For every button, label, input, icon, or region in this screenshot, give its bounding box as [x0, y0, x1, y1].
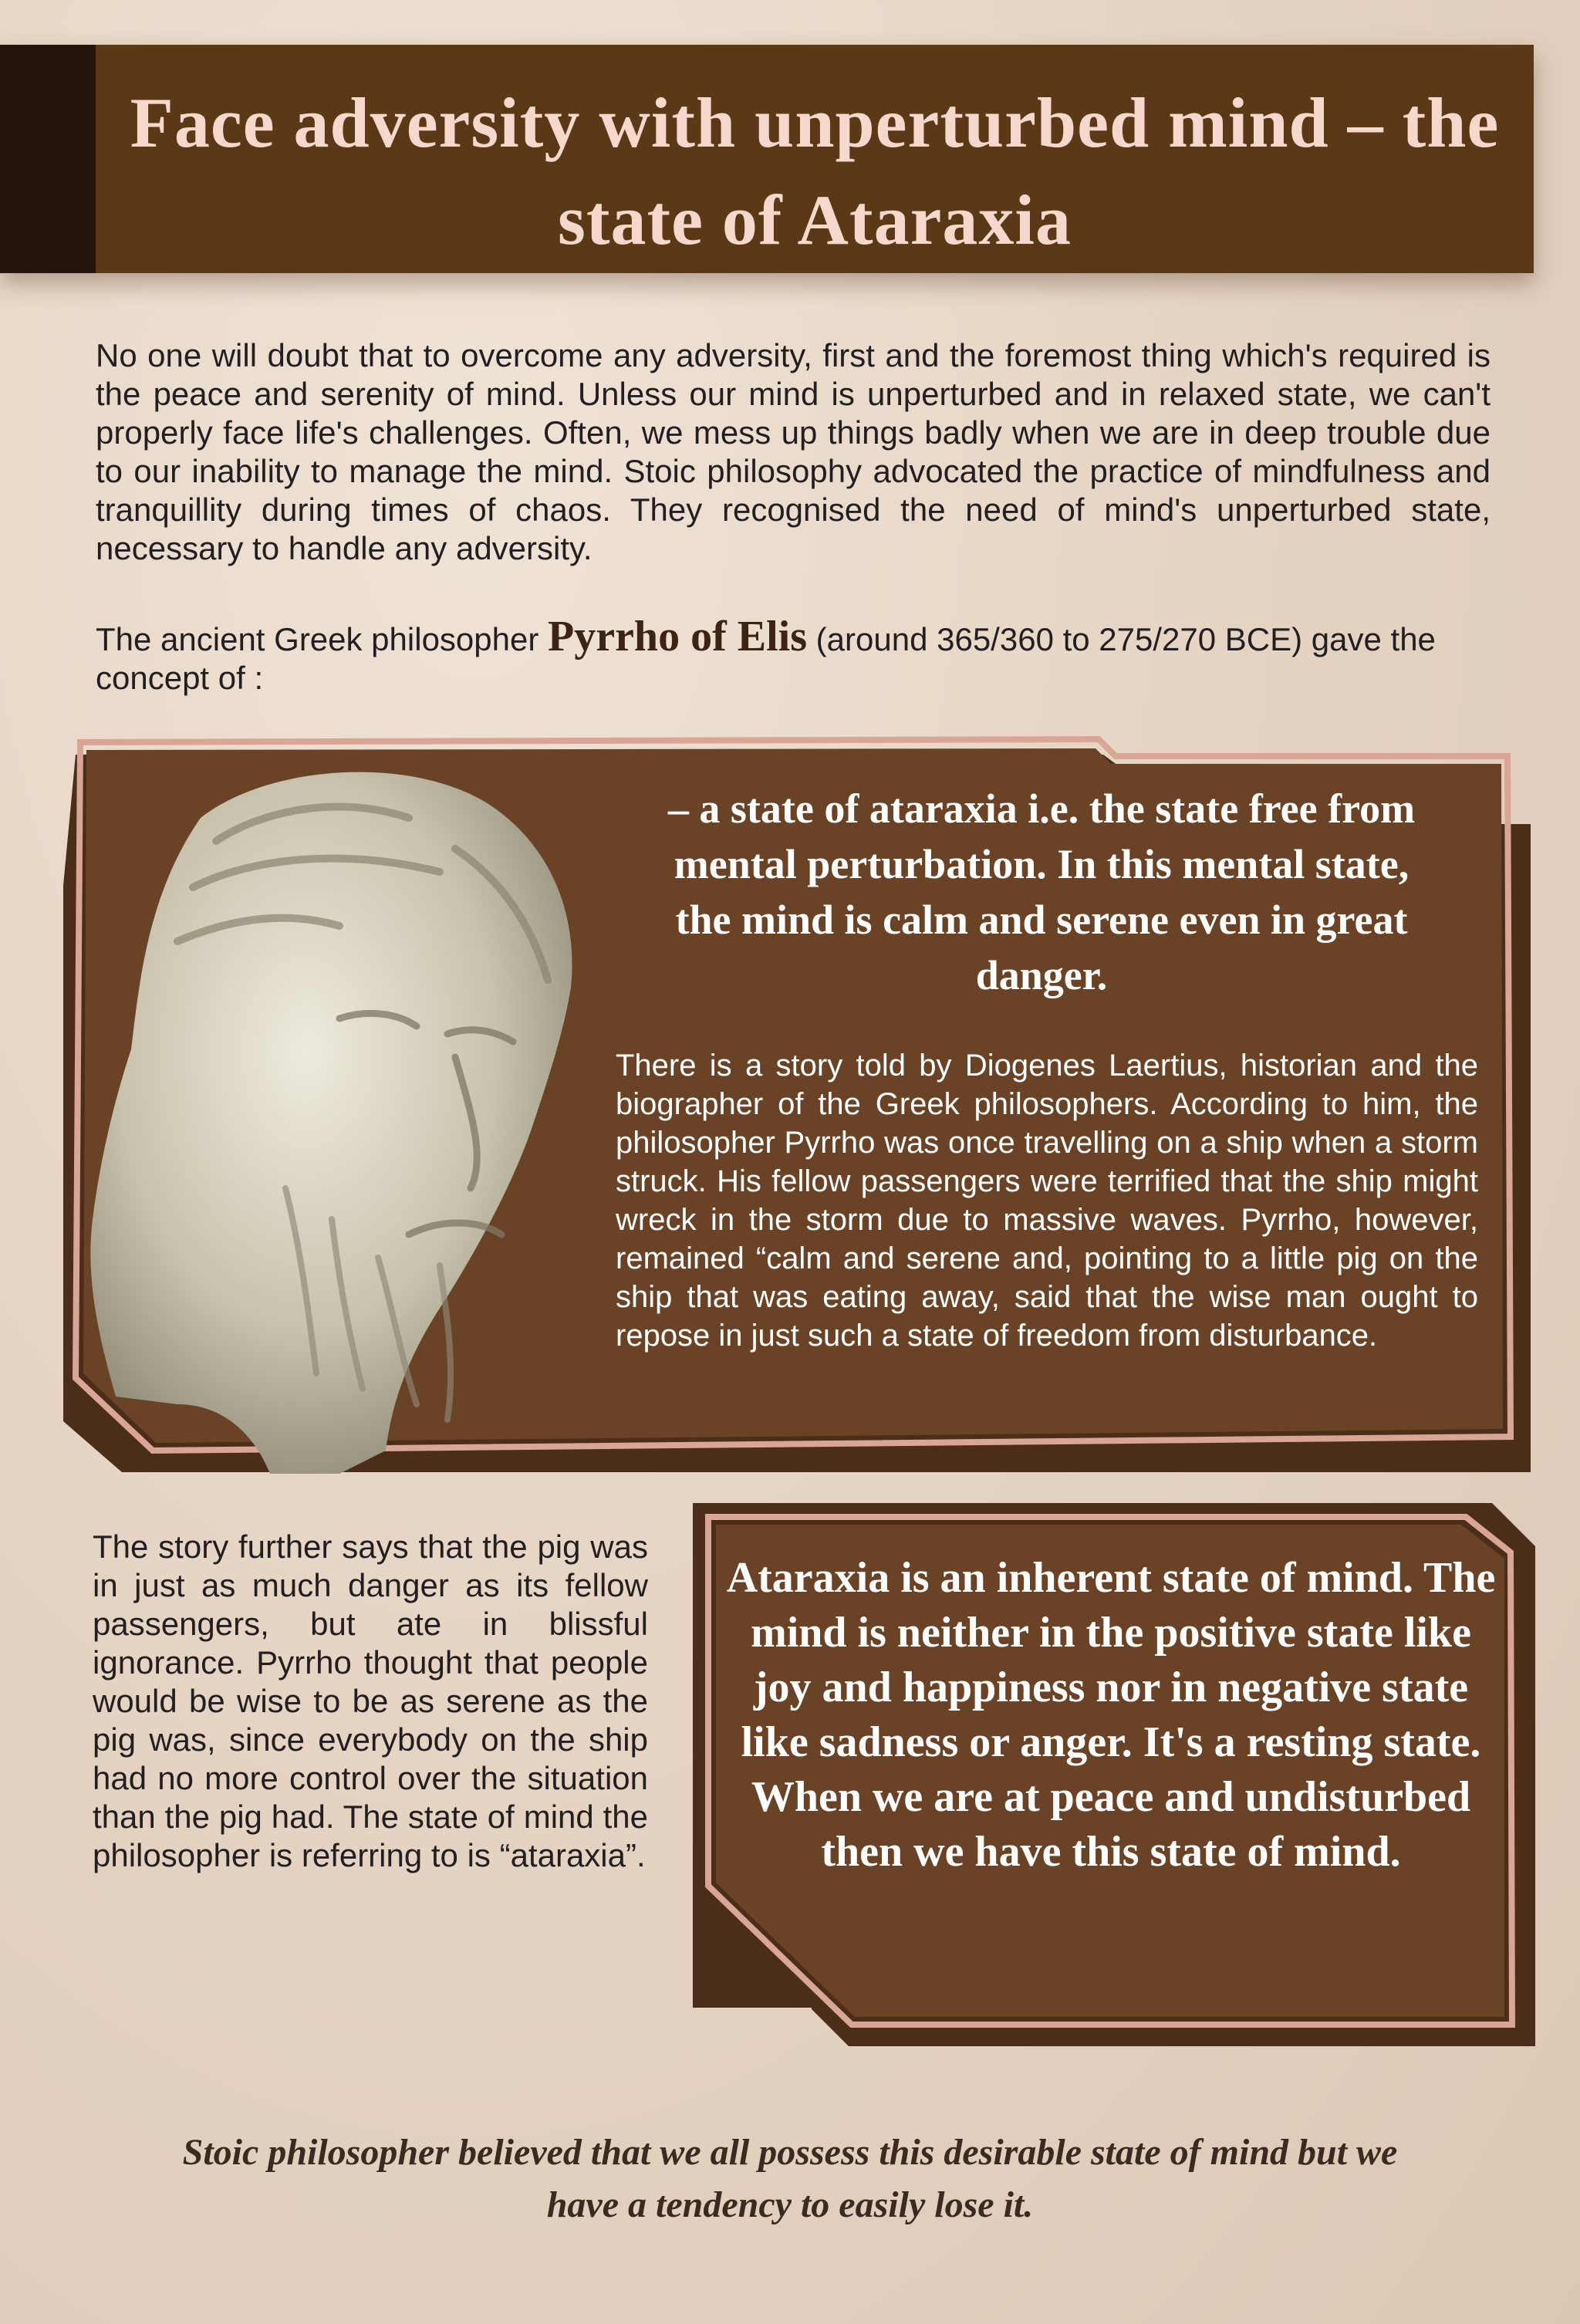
story-continued: The story further says that the pig was in just as much danger as its fellow passengers, but ate in blissful ignorance. Pyrrho thought that people would be wise to be as serene as the pig was, since everybody on the ship had no more control over the situation than the pig had. The state of mind the philosopher is referring to is “ataraxia”.: [93, 1529, 648, 1873]
bust-shape: [90, 772, 572, 1474]
page-title: Face adversity with unperturbed mind – the state of Ataraxia: [130, 83, 1500, 259]
ataraxia-explanation: Ataraxia is an inherent state of mind. The mind is neither in the positive state like joy and happiness nor in negative state like sadness or anger. It's a resting state. When we are at peace and undisturbed then we have this state of mind.: [726, 1554, 1496, 1876]
pyrrho-bust-image: [85, 756, 640, 1481]
intro-paragraph: No one will doubt that to overcome any adversity, first and the foremost thing which's required is the peace and serenity of mind. Unless our mind is unperturbed and in relaxed state, we can't properly face life's challenges. Often, we mess up things badly when we are in deep trouble due to our inability to manage the mind. Stoic philosophy advocated the practice of mindfulness and tranquillity during times of chaos. They recognised the need of mind's unperturbed state, necessary to handle any adversity.: [96, 337, 1491, 566]
diogenes-story: There is a story told by Diogenes Laertius, historian and the biographer of the Greek philosophers. According to him, the philosopher Pyrrho was once travelling on a ship when a storm struck. His fellow passengers were terrified that the ship might wreck in the storm due to massive waves. Pyrrho, however, remained “calm and serene and, pointing to a little pig on the ship that was eating away, said that the wise man ought to repose in just such a state of freedom from disturbance.: [616, 1049, 1478, 1353]
closing-statement: Stoic philosopher believed that we all possess this desirable state of mind but we have a tendency to easily lose it.: [182, 2132, 1398, 2225]
pyrrho-name: Pyrrho of Elis: [548, 613, 807, 660]
ataraxia-definition: – a state of ataraxia i.e. the state free from mental perturbation. In this mental state, the mind is calm and serene even in great danger.: [667, 785, 1416, 998]
pyrrho-suffix: (around 365/360 to 275/270 BCE) gave the concept of :: [96, 621, 1436, 696]
pyrrho-prefix: The ancient Greek philosopher: [96, 621, 549, 657]
